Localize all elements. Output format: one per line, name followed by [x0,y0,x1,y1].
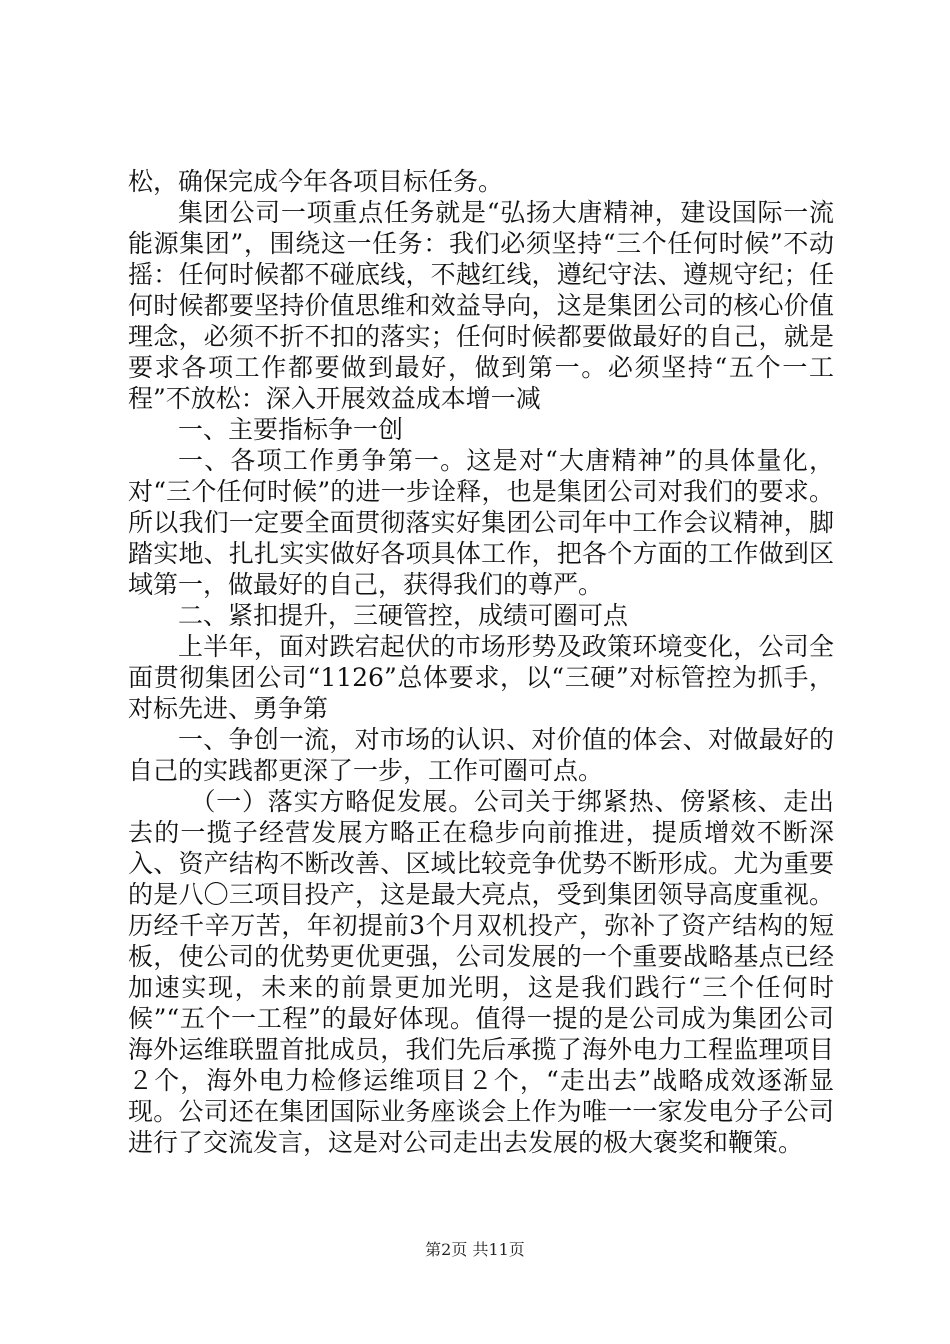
page-number-footer: 第2页 共11页 [425,1240,525,1259]
document-body [128,166,834,1158]
paragraph-strive-first-class: 一、争创一流，对市场的认识、对价值的体会、对做最好的自己的实践都更深了一步，工作可圈可点。 [128,725,834,785]
paragraph-first-half-year: 上半年，面对跌宕起伏的市场形势及政策环境变化，公司全面贯彻集团公司“1126”总体要求，以“三硬”对标管控为抓手，对标先进、勇争第 [128,632,834,723]
paragraph-group-task: 集团公司一项重点任务就是“弘扬大唐精神，建设国际一流能源集团”，围绕这一任务：我们必须坚持“三个任何时候”不动摇：任何时候都不碰底线，不越红线，遵纪守法、遵规守纪；任何时候都要坚持价值思维和效益导向，这是集团公司的核心价值理念，必须不折不扣的落实；任何时候都要做最好的自己，就是要求各项工作都要做到最好，做到第一。必须坚持“五个一工程”不放松：深入开展效益成本增一减 [128,198,834,413]
heading-three-hard-control: 二、紧扣提升，三硬管控，成绩可圈可点 [178,601,629,630]
paragraph-strive-first: 一、各项工作勇争第一。这是对“大唐精神”的具体量化，对“三个任何时候”的进一步诠释，也是集团公司对我们的要求。所以我们一定要全面贯彻落实好集团公司年中工作会议精神，脚踏实地、扎扎实实做好各项具体工作，把各个方面的工作做到区域第一，做最好的自己，获得我们的尊严。 [128,446,834,599]
heading-main-indicators: 一、主要指标争一创 [178,415,404,444]
paragraph-continuation: 松，确保完成今年各项目标任务。 [128,167,504,196]
paragraph-strategy-development: （一）落实方略促发展。公司关于绑紧热、傍紧核、走出去的一揽子经营发展方略正在稳步向前推进，提质增效不断深入、资产结构不断改善、区域比较竞争优势不断形成。尤为重要的是八〇三项目投产，这是最大亮点，受到集团领导高度重视。历经千辛万苦，年初提前3个月双机投产，弥补了资产结构的短板，使公司的优势更优更强，公司发展的一个重要战略基点已经加速实现，未来的前景更加光明，这是我们践行“三个任何时候”“五个一工程”的最好体现。值得一提的是公司成为集团公司海外运维联盟首批成员，我们先后承揽了海外电力工程监理项目２个，海外电力检修运维项目２个，“走出去”战略成效逐渐显现。公司还在集团国际业务座谈会上作为唯一一家发电分子公司进行了交流发言，这是对公司走出去发展的极大褒奖和鞭策。 [128,787,834,1157]
